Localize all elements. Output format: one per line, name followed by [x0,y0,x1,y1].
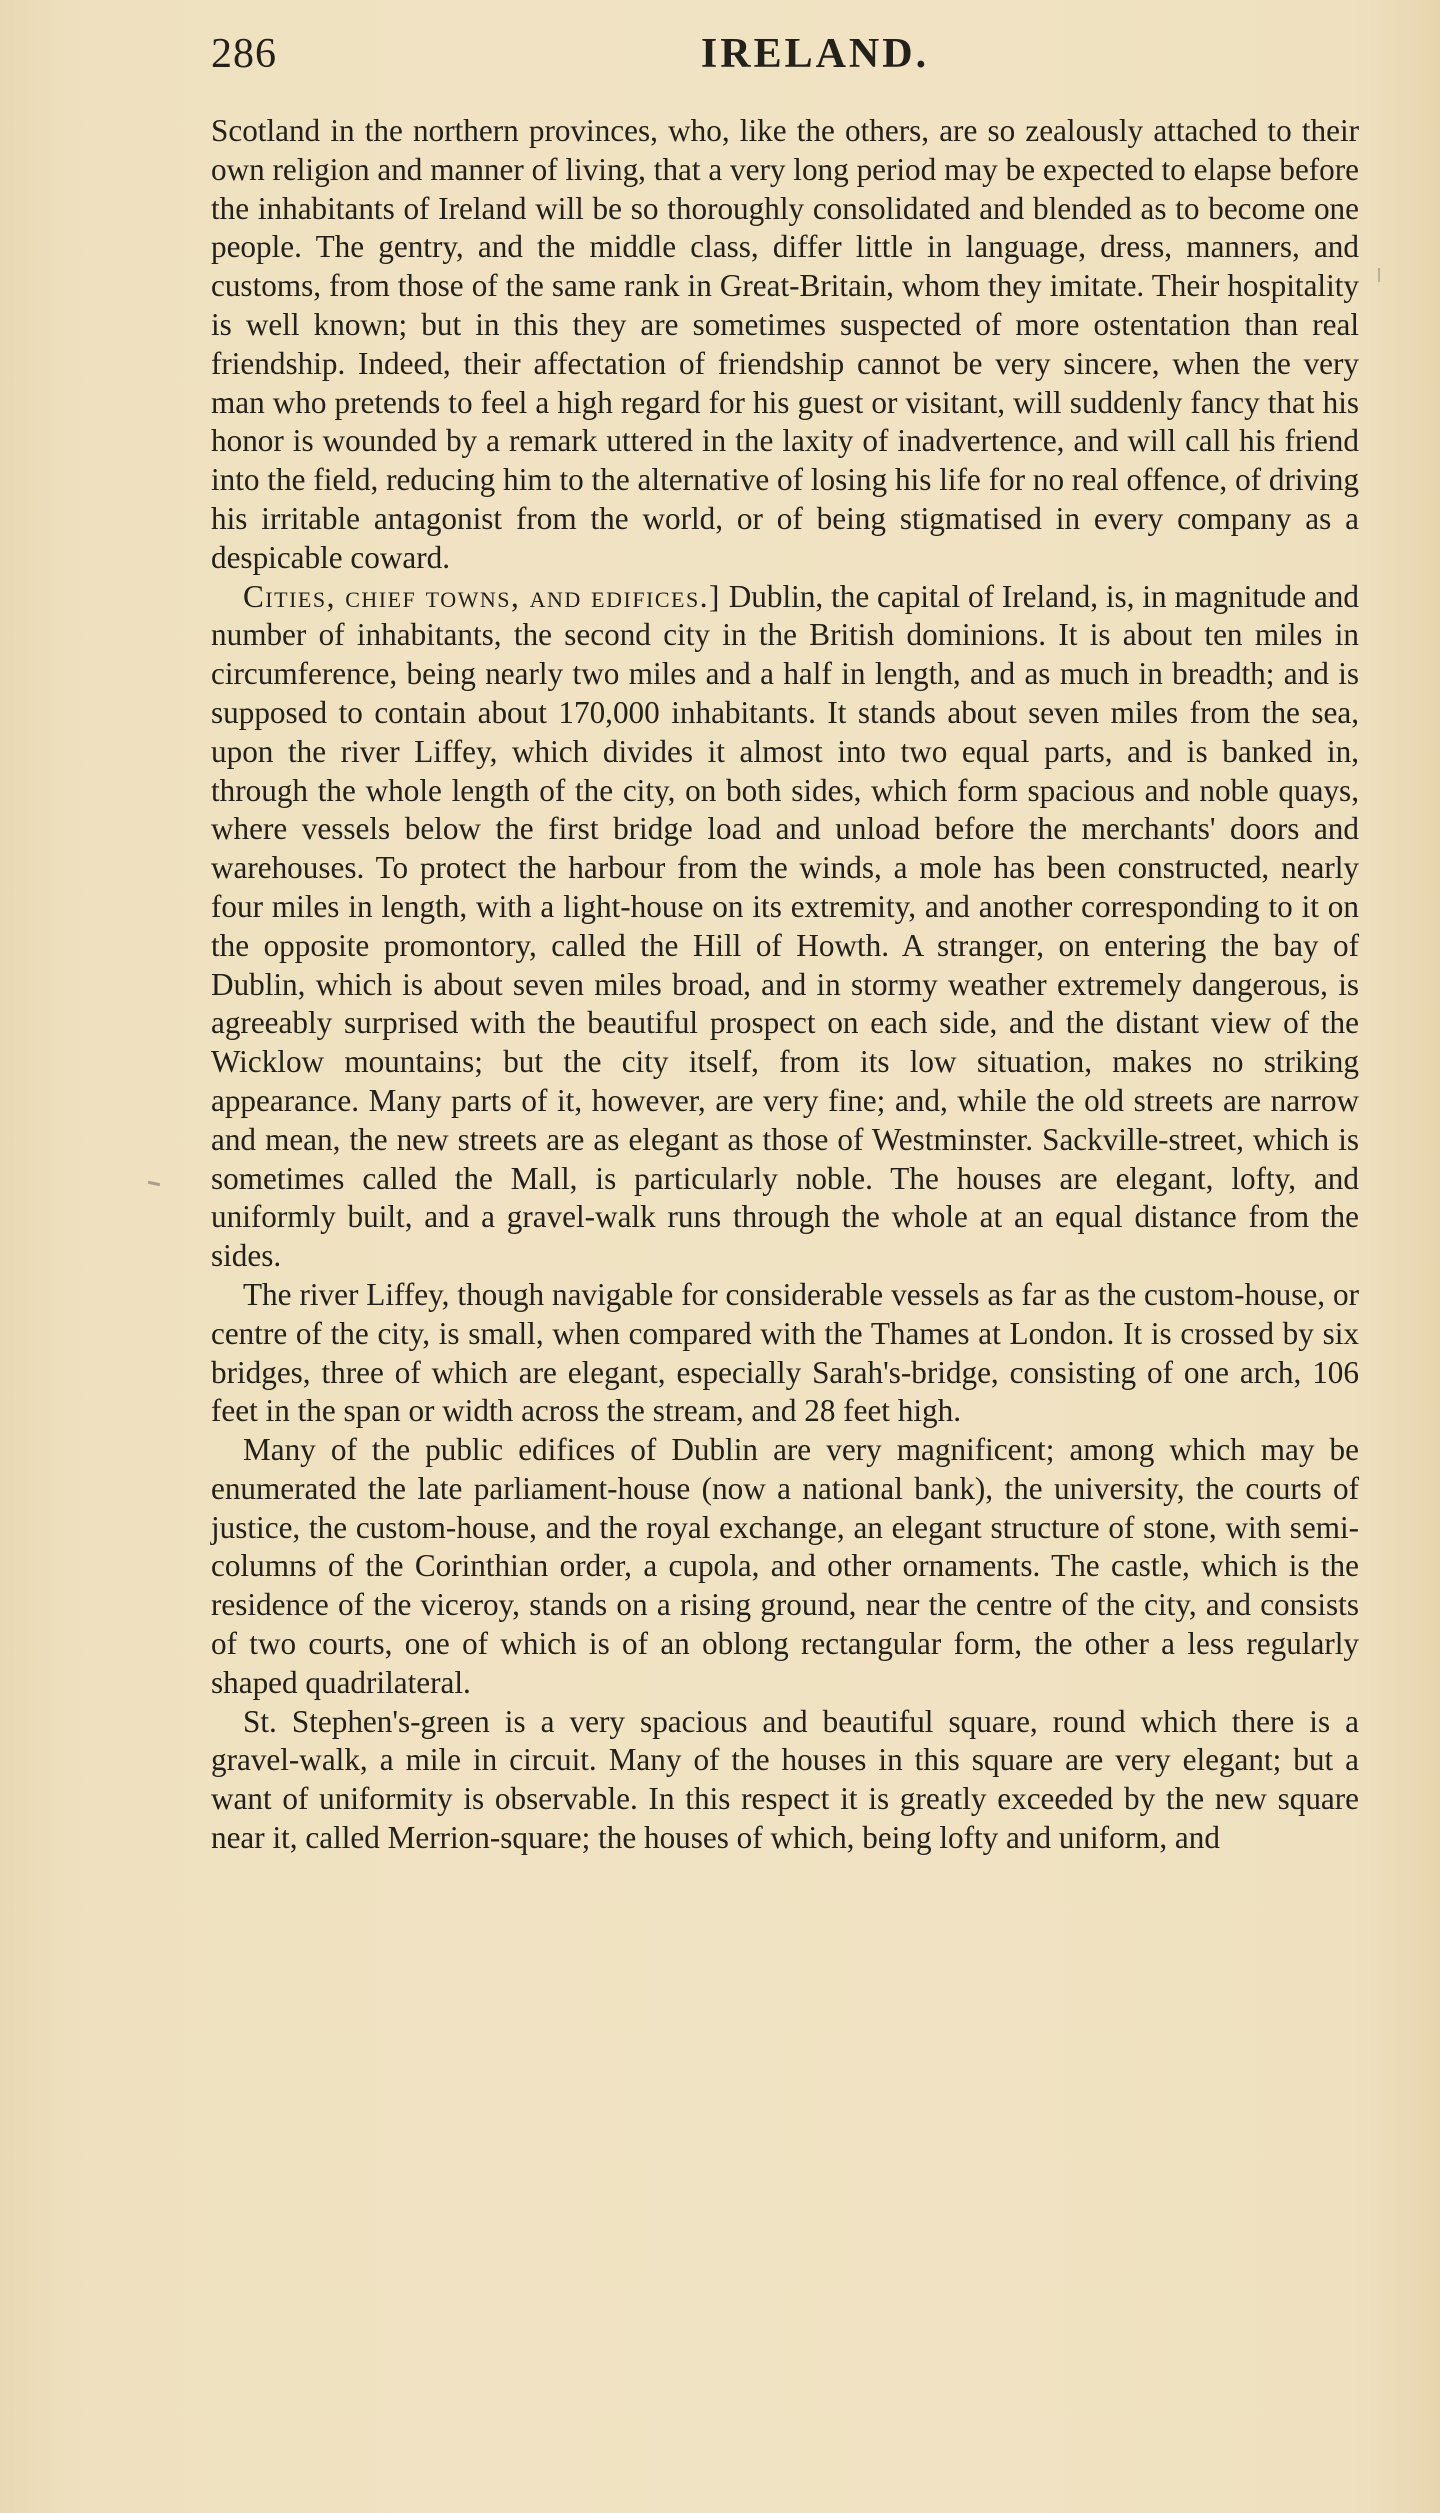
paragraph-liffey: The river Liffey, though navigable for considerable vessels as far as the custom-house, or centre of the city, is small, when compared with the Thames at London. It is crossed by six bridges, three of which are elegant, especially Sarah's-bridge, consisting of one arch, 106 feet in the span or width across the stream, and 28 feet high. [211,1276,1359,1429]
page-header [211,30,1359,86]
paragraph-stephens-green: St. Stephen's-green is a very spacious and beautiful square, round which there is a gravel-walk, a mile in circuit. Many of the houses in this square are very elegant; but a want of uniformity is observable. In this respect it is greatly exceeded by the new square near it, called Merrion-square; the houses of which, being lofty and uniform, and [211,1703,1359,1856]
margin-ink-mark-right [1378,268,1380,282]
running-title: IRELAND. [700,31,930,77]
paragraph-cities [211,578,1359,1276]
page-number: 286 [211,31,277,77]
margin-ink-mark [148,1181,160,1186]
section-heading: Cities, chief towns, and edifices.] [243,578,721,614]
paragraph-cities-text: Dublin, the capital of Ireland, is, in magnitude and number of inhabitants, the second city in the British dominions. It is about ten miles in circumference, being nearly two miles and a half in length, and as much in breadth; and is supposed to contain about 170,000 inhabitants. It stands about seven miles from the sea, upon the river Liffey, which divides it almost into two equal parts, and is banked in, through the whole length of the city, on both sides, which form spacious and noble quays, where vessels below the first bridge load and unload before the merchants' doors and warehouses. To protect the harbour from the winds, a mole has been constructed, nearly four miles in length, with a light-house on its extremity, and another corresponding to it on the opposite promontory, called the Hill of Howth. A stranger, on entering the bay of Dublin, which is about seven miles broad, and in stormy weather extremely dangerous, is agreeably surprised with the beautiful prospect on each side, and the distant view of the Wicklow mountains; but the city itself, from its low situation, makes no striking appearance. Many parts of it, however, are very fine; and, while the old streets are narrow and mean, the new streets are as elegant as those of Westminster. Sackville-street, which is sometimes called the Mall, is particularly noble. The houses are elegant, lofty, and uniformly built, and a gravel-walk runs through the whole at an equal distance from the sides. [211,578,1359,1274]
paragraph-scotland: Scotland in the northern provinces, who, like the others, are so zealously attached to their own religion and manner of living, that a very long period may be expected to elapse before the inhabitants of Ireland will be so thoroughly consolidated and blended as to become one people. The gentry, and the middle class, differ little in language, dress, manners, and customs, from those of the same rank in Great-Britain, whom they imitate. Their hospitality is well known; but in this they are sometimes suspected of more ostentation than real friendship. Indeed, their affectation of friendship cannot be very sincere, when the very man who pretends to feel a high regard for his guest or visitant, will suddenly fancy that his honor is wounded by a remark uttered in the laxity of inadvertence, and will call his friend into the field, reducing him to the alternative of losing his life for no real offence, of driving his irritable antagonist from the world, or of being stigmatised in every company as a despicable coward. [211,113,1359,575]
paragraph-edifices: Many of the public edifices of Dublin are very magnificent; among which may be enumerated the late parliament-house (now a national bank), the university, the courts of justice, the custom-house, and the royal exchange, an elegant structure of stone, with semi-columns of the Corinthian order, a cupola, and other ornaments. The castle, which is the residence of the viceroy, stands on a rising ground, near the centre of the city, and consists of two courts, one of which is of an oblong rectangular form, the other a less regularly shaped quadrilateral. [211,1432,1359,1700]
body-text [211,112,1359,1858]
